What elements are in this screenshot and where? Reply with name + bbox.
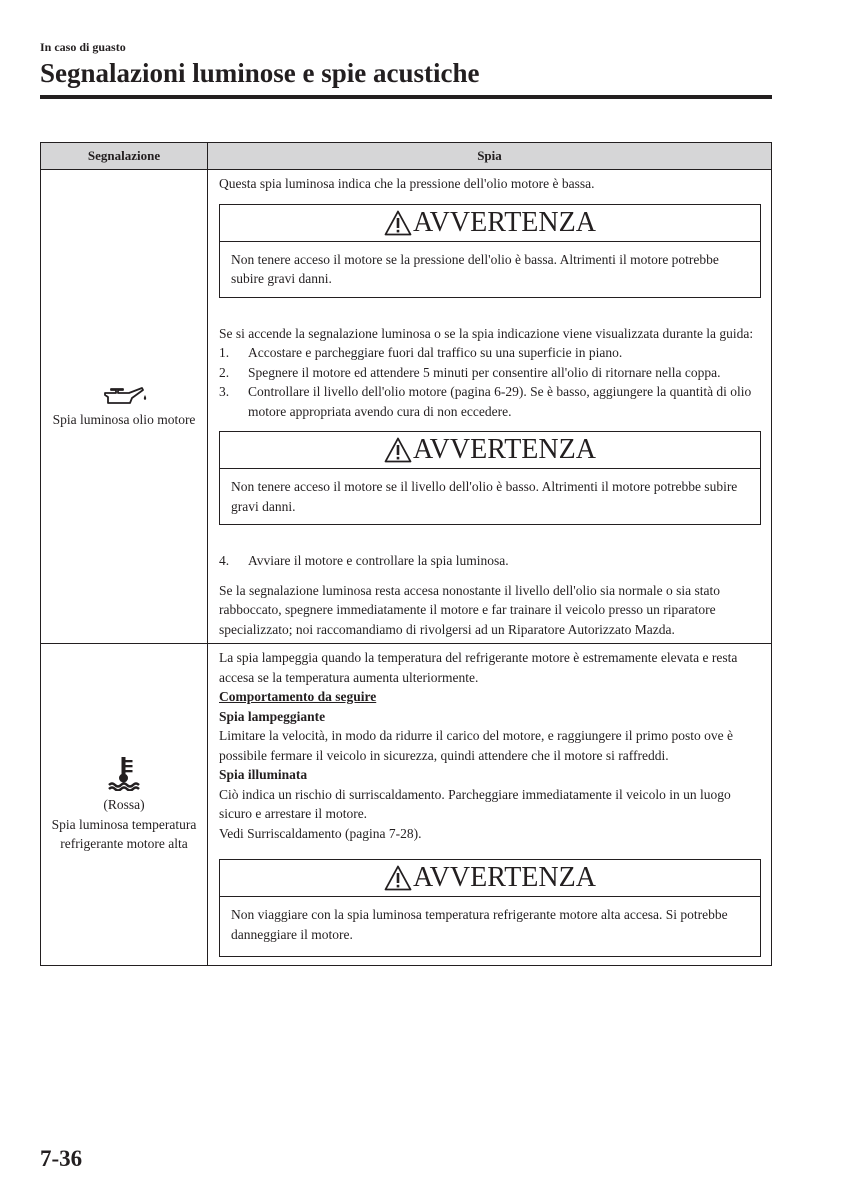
see-also-reference: Vedi Surriscaldamento (pagina 7-28). bbox=[219, 825, 422, 841]
warning-title: AVVERTENZA bbox=[413, 434, 596, 465]
behaviour-heading: Comportamento da seguire bbox=[219, 689, 377, 704]
warning-triangle-icon bbox=[384, 437, 412, 463]
warning-text: Non viaggiare con la spia luminosa temperatura refrigerante motore alta accesa. Si potrebbe danneggiare il motore. bbox=[231, 907, 728, 942]
warning-header bbox=[220, 205, 760, 242]
list-item: 2. Spegnere il motore ed attendere 5 minuti per consentire all'olio di ritornare nella coppa. bbox=[219, 364, 721, 380]
page-number: 7-36 bbox=[40, 1146, 83, 1171]
signal-cell-oil bbox=[41, 170, 208, 644]
warning-header bbox=[220, 432, 760, 469]
page-title: Segnalazioni luminose e spie acustiche bbox=[40, 58, 480, 88]
step-list bbox=[219, 551, 761, 571]
list-item: 1. Accostare e parcheggiare fuori dal traffico su una superficie in piano. bbox=[219, 345, 623, 360]
oil-intro: Questa spia luminosa indica che la pressione dell'olio motore è bassa. bbox=[219, 176, 595, 191]
flashing-heading: Spia lampeggiante bbox=[219, 708, 326, 724]
warning-text: Non tenere acceso il motore se il livello dell'olio è basso. Altrimenti il motore potrebbe subire gravi danni. bbox=[231, 479, 738, 514]
coolant-temperature-icon bbox=[45, 755, 203, 791]
signal-label-oil: Spia luminosa olio motore bbox=[52, 411, 196, 427]
warning-triangle-icon bbox=[384, 865, 412, 891]
signal-label-coolant: Spia luminosa temperatura refrigerante motore alta bbox=[51, 816, 197, 852]
signal-color: (Rossa) bbox=[103, 797, 145, 813]
signal-cell-coolant bbox=[41, 644, 208, 966]
warning-text: Non tenere acceso il motore se la pressione dell'olio è bassa. Altrimenti il motore potrebbe subire gravi danni. bbox=[231, 251, 719, 286]
oil-instructions: Se si accende la segnalazione luminosa o se la spia indicazione viene visualizzata durante la guida: bbox=[219, 325, 754, 341]
lit-heading: Spia illuminata bbox=[219, 767, 308, 782]
table-row bbox=[41, 644, 772, 966]
oil-closing: Se la segnalazione luminosa resta accesa nonostante il livello dell'olio sia normale o sia stato rabboccato, spegnere immediatamente il motore e far trainare il veicolo presso un riparatore specializzato; noi raccomandiamo di rivolgersi ad un Riparatore Autorizzato Mazda. bbox=[219, 582, 721, 637]
light-cell-oil bbox=[208, 170, 772, 644]
section-label: In caso di guasto bbox=[40, 40, 126, 54]
table-header-row bbox=[41, 143, 772, 170]
flashing-text: Limitare la velocità, in modo da ridurre il carico del motore, e raggiungere il primo posto ove è possibile fermare il veicolo in sicurezza, quindi attendere che il motore si raffreddi. bbox=[219, 728, 733, 763]
warning-box bbox=[219, 859, 761, 957]
warning-box bbox=[219, 431, 761, 525]
warning-triangle-icon bbox=[384, 210, 412, 236]
warning-lights-table bbox=[40, 142, 772, 966]
list-item: 3. Controllare il livello dell'olio motore (pagina 6-29). Se è basso, aggiungere la quantità di olio motore appropriata avendo cura di non eccedere. bbox=[219, 384, 752, 419]
column-header-signal: Segnalazione bbox=[41, 143, 208, 170]
list-item: 4. Avviare il motore e controllare la spia luminosa. bbox=[219, 553, 509, 568]
warning-title: AVVERTENZA bbox=[413, 862, 596, 893]
light-cell-coolant bbox=[208, 644, 772, 966]
warning-box bbox=[219, 204, 761, 298]
oil-can-icon bbox=[45, 384, 203, 406]
column-header-light: Spia bbox=[208, 143, 772, 170]
lit-text: Ciò indica un rischio di surriscaldamento. Parcheggiare immediatamente il veicolo in un luogo sicuro e arrestare il motore. bbox=[219, 786, 731, 821]
coolant-intro: La spia lampeggia quando la temperatura del refrigerante motore è estremamente elevata e resta accesa se la temperatura aumenta ulteriormente. bbox=[219, 650, 738, 685]
step-list bbox=[219, 343, 761, 421]
warning-title: AVVERTENZA bbox=[413, 206, 596, 238]
table-row bbox=[41, 170, 772, 644]
title-divider bbox=[40, 95, 772, 99]
warning-header bbox=[220, 860, 760, 897]
